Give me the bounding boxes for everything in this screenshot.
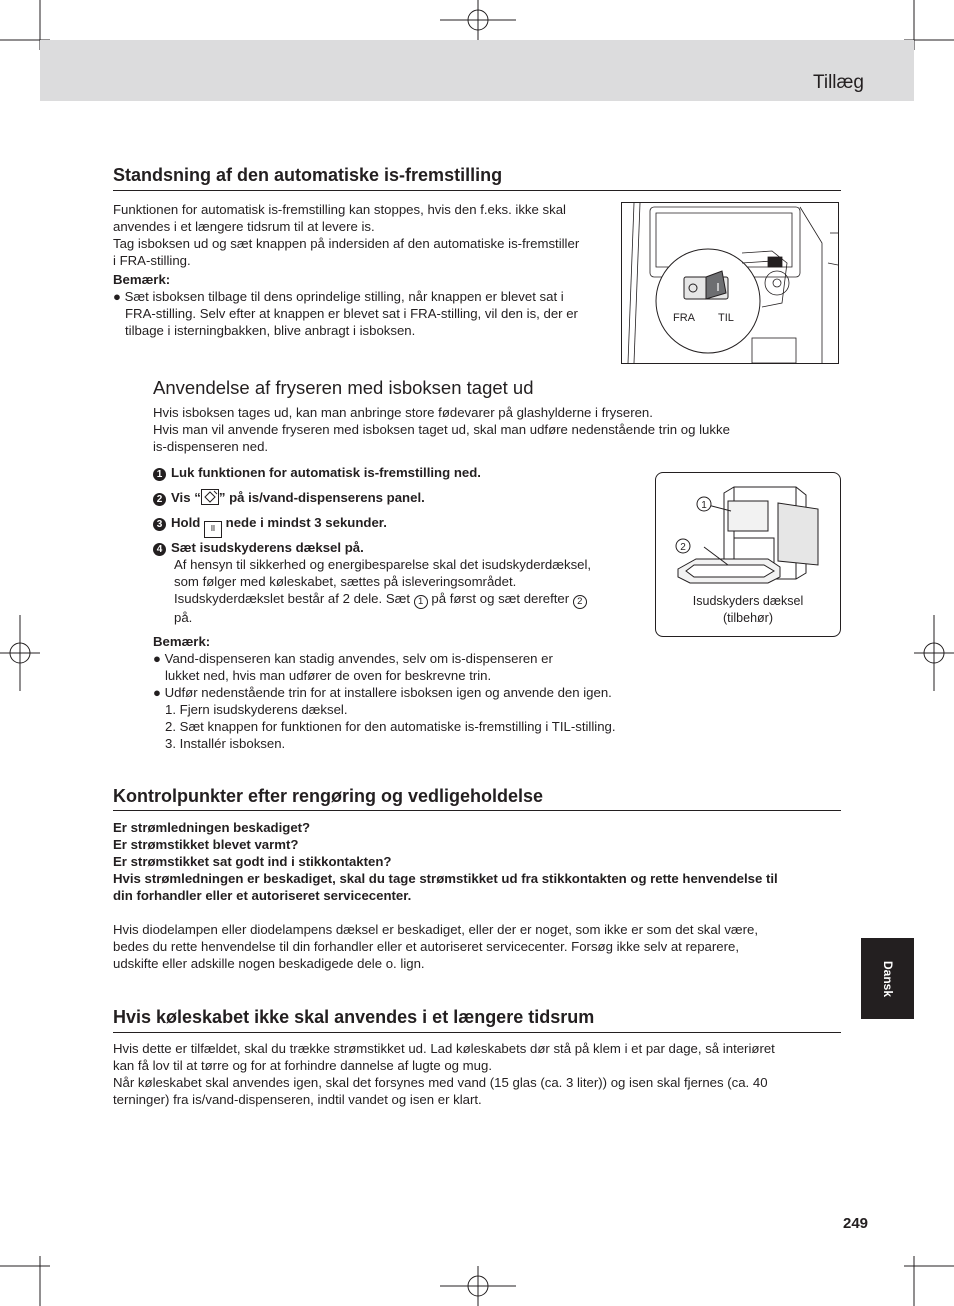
callout-2-label: 2 — [680, 542, 686, 553]
text-line: Hvis man vil anvende fryseren med isboksen taget ud, skal man udføre nedenstående trin og lukke — [153, 422, 730, 437]
text-line: ● Vand-dispenseren kan stadig anvendes, selv om is-dispenseren er — [153, 651, 553, 666]
ice-maker-switch-figure — [621, 202, 839, 364]
text-line: is-dispenseren ned. — [153, 439, 269, 454]
text-line: Hvis strømledningen er beskadiget, skal du tage strømstikket ud fra stikkontakten og rette henvendelse til — [113, 871, 778, 886]
section3-body — [113, 819, 843, 972]
step-number: 1 — [153, 468, 166, 481]
step-text: Sæt isudskyderens dæksel på. — [171, 540, 364, 555]
text-line: kan få lov til at tørre og for at forhindre dannelse af lugte og mug. — [113, 1058, 492, 1073]
list-item: 1. Fjern isudskyderens dæksel. — [165, 702, 348, 717]
text-line: terninger) fra is/vand-dispenseren, indtil vandet og isen er klart. — [113, 1092, 482, 1107]
section-rule — [113, 810, 841, 811]
circled-number: 1 — [414, 595, 428, 609]
caption-line: Isudskyders dæksel — [692, 594, 804, 608]
step-number: 3 — [153, 518, 166, 531]
step-4-body — [174, 556, 644, 626]
text-line: din forhandler eller et autoriseret servicecenter. — [113, 888, 412, 903]
section-heading-stop-ice-maker: Standsning af den automatiske is-fremstilling — [113, 165, 503, 185]
ice-chute-cover-illustration — [656, 473, 840, 588]
text-line: Af hensyn til sikkerhed og energibesparelse skal det isudskyderdæksel, — [174, 557, 592, 572]
text-line: anvendes i et længere tidsrum til at levere is. — [113, 219, 375, 234]
step-2 — [153, 489, 425, 506]
text-line: Når køleskabet skal anvendes igen, skal det forsynes med vand (15 glas (ca. 3 liter)) og isen skal fjernes (ca. 40 — [113, 1075, 768, 1090]
switch-label-on: TIL — [718, 312, 734, 324]
language-tab-label: Dansk — [880, 960, 895, 997]
step-text-post: nede i mindst 3 sekunder. — [221, 515, 387, 530]
section4-body — [113, 1040, 843, 1108]
text-line: som følger med køleskabet, sættes på isleveringsområdet. — [174, 574, 517, 589]
text-line: Hvis diodelampen eller diodelampens dæksel er beskadiget, eller der er noget, som ikke er som det skal være, — [113, 922, 759, 937]
text-line: Isudskyderdækslet består af 2 dele. Sæt 1 på først og sæt derefter 2 — [174, 590, 644, 609]
step-text: Luk funktionen for automatisk is-fremstilling ned. — [171, 465, 481, 480]
text-line: Hvis isboksen tages ud, kan man anbringe store fødevarer på glashylderne i fryseren. — [153, 405, 653, 420]
header-bar — [40, 40, 914, 101]
page-number: 249 — [843, 1215, 869, 1232]
subsection-heading-freezer-without-icebox: Anvendelse af fryseren med isboksen taget ud — [153, 377, 534, 398]
step-text-post: ” på is/vand-dispenserens panel. — [218, 490, 425, 505]
section2-notes — [153, 633, 673, 752]
section2-intro — [153, 404, 813, 455]
circled-number: 2 — [573, 595, 587, 609]
list-item: 2. Sæt knappen for funktionen for den automatiske is-fremstilling i TIL-stilling. — [165, 719, 616, 734]
step-3 — [153, 514, 387, 538]
step-text-pre: Vis “ — [171, 490, 201, 505]
ice-maker-illustration — [622, 203, 838, 363]
text-line: Er strømstikket blevet varmt? — [113, 837, 299, 852]
text-line: Er strømledningen beskadiget? — [113, 820, 311, 835]
note-label: Bemærk: — [113, 272, 171, 287]
step-number: 2 — [153, 493, 166, 506]
callout-1-label: 1 — [701, 500, 707, 511]
text-line: Tag isboksen ud og sæt knappen på indersiden af den automatiske is-fremstiller — [113, 236, 580, 251]
step-4 — [153, 539, 364, 556]
ice-off-symbol-icon — [201, 489, 219, 505]
section-rule — [113, 190, 841, 191]
text-line: Hvis dette er tilfældet, skal du trække strømstikket ud. Lad køleskabets dør stå på klem i et par dage, så interiøret — [113, 1041, 775, 1056]
text-line: FRA-stilling. Selv efter at knappen er blevet sat i FRA-stilling, vil den is, der er — [125, 306, 578, 321]
language-tab — [861, 938, 914, 1019]
list-item: 3. Installér isboksen. — [165, 736, 286, 751]
text-line: på. — [174, 610, 193, 625]
ice-chute-cover-figure — [655, 472, 841, 637]
caption-line: (tilbehør) — [722, 611, 773, 625]
section-heading-long-absence: Hvis køleskabet ikke skal anvendes i et længere tidsrum — [113, 1007, 595, 1027]
text-line: ● Sæt isboksen tilbage til dens oprindelige stilling, når knappen er blevet sat i — [113, 289, 564, 304]
note-label: Bemærk: — [153, 634, 211, 649]
section-heading-checkpoints: Kontrolpunkter efter rengøring og vedligeholdelse — [113, 786, 544, 806]
text-line: i FRA-stilling. — [113, 253, 191, 268]
magnifier-circle — [656, 249, 760, 353]
text-line: ● Udfør nedenstående trin for at installere isboksen igen og anvende den igen. — [153, 685, 612, 700]
section1-body — [113, 201, 623, 339]
text-line: Funktionen for automatisk is-fremstilling kan stoppes, hvis den f.eks. ikke skal — [113, 202, 566, 217]
text-line: lukket ned, hvis man udfører de oven for beskrevne trin. — [165, 668, 492, 683]
step-1 — [153, 464, 481, 481]
section-rule — [113, 1032, 841, 1033]
step-number: 4 — [153, 543, 166, 556]
text-line: udskifte eller adskille nogen beskadigede dele o. lign. — [113, 956, 425, 971]
page-header-title: Tillæg — [812, 72, 864, 93]
text-line: Er strømstikket sat godt ind i stikkontakten? — [113, 854, 392, 869]
text-line: bedes du rette henvendelse til din forhandler eller et autoriseret servicecenter. Forsøg ikke selv at reparere, — [113, 939, 739, 954]
dispenser-key-icon: ⠿ — [204, 521, 222, 538]
switch-label-off: FRA — [673, 312, 695, 324]
figure-caption — [656, 593, 840, 627]
text-line: tilbage i isterningbakken, blive anbragt i isboksen. — [125, 323, 416, 338]
step-text-pre: Hold — [171, 515, 204, 530]
